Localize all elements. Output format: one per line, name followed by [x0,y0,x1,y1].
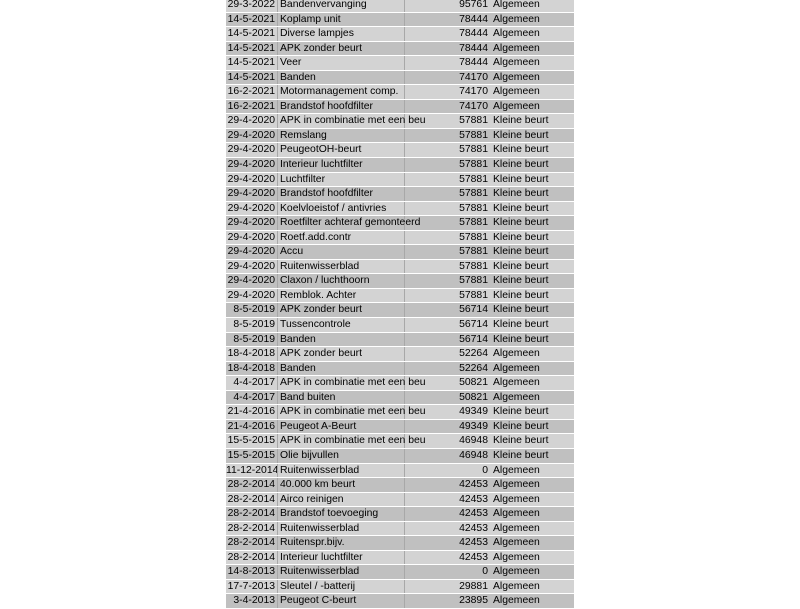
row-mileage: 42453 [459,493,488,505]
table-row[interactable] [226,71,574,86]
row-type: Kleine beurt [493,202,549,214]
row-date: 8-5-2019 [233,333,275,345]
row-mileage: 46948 [459,435,488,447]
table-row[interactable] [226,493,574,508]
table-row[interactable] [226,0,574,13]
row-date: 29-4-2020 [227,260,275,272]
row-type: Kleine beurt [493,406,549,418]
row-type: Kleine beurt [493,319,549,331]
row-mileage: 74170 [459,71,488,83]
row-description: PeugeotOH-beurt [277,143,405,157]
row-description: Band buiten [277,391,405,405]
row-type: Algemeen [493,57,540,69]
row-type: Algemeen [493,362,540,374]
row-mileage: 56714 [459,319,488,331]
row-mileage: 42453 [459,522,488,534]
table-row[interactable] [226,507,574,522]
table-row[interactable] [226,565,574,580]
row-date: 15-5-2015 [227,449,275,461]
table-row[interactable] [226,42,574,57]
row-type: Kleine beurt [493,188,549,200]
table-row[interactable] [226,464,574,479]
row-mileage: 57881 [459,275,488,287]
row-mileage: 52264 [459,362,488,374]
row-description: Airco reinigen [277,493,405,507]
row-mileage: 57881 [459,144,488,156]
row-type: Algemeen [493,42,540,54]
row-date: 29-4-2020 [227,217,275,229]
row-date: 21-4-2016 [227,420,275,432]
row-type: Kleine beurt [493,159,549,171]
row-type: Algemeen [493,493,540,505]
maintenance-history-table [226,0,574,609]
row-date: 29-3-2022 [227,0,275,10]
row-description: APK in combinatie met een beu [277,376,405,390]
row-mileage: 56714 [459,304,488,316]
row-type: Algemeen [493,100,540,112]
table-row[interactable] [226,216,574,231]
row-mileage: 46948 [459,449,488,461]
row-type: Kleine beurt [493,246,549,258]
row-description: Claxon / luchthoorn [277,274,405,288]
table-row[interactable] [226,376,574,391]
row-type: Kleine beurt [493,173,549,185]
row-date: 18-4-2018 [227,348,275,360]
row-description: Interieur luchtfilter [277,551,405,565]
row-description: Accu [277,245,405,259]
row-type: Algemeen [493,595,540,607]
row-type: Algemeen [493,508,540,520]
row-mileage: 78444 [459,57,488,69]
row-date: 16-2-2021 [227,86,275,98]
table-row[interactable] [226,478,574,493]
row-description: Sleutel / -batterij [277,580,405,594]
row-date: 28-2-2014 [227,508,275,520]
row-description: Brandstof hoofdfilter [277,100,405,114]
row-date: 14-5-2021 [227,57,275,69]
table-row[interactable] [226,303,574,318]
row-date: 29-4-2020 [227,159,275,171]
row-date: 29-4-2020 [227,202,275,214]
row-type: Algemeen [493,13,540,25]
row-description: Peugeot C-beurt [277,594,405,608]
row-date: 29-4-2020 [227,173,275,185]
row-mileage: 49349 [459,406,488,418]
row-date: 15-5-2015 [227,435,275,447]
row-mileage: 57881 [459,246,488,258]
table-row[interactable] [226,158,574,173]
row-mileage: 50821 [459,391,488,403]
row-date: 8-5-2019 [233,304,275,316]
row-description: Bandenvervanging [277,0,405,12]
table-row[interactable] [226,56,574,71]
row-type: Kleine beurt [493,217,549,229]
row-mileage: 23895 [459,595,488,607]
row-description: Roetf.add.contr [277,231,405,245]
table-row[interactable] [226,420,574,435]
row-type: Kleine beurt [493,129,549,141]
table-row[interactable] [226,333,574,348]
row-mileage: 0 [482,464,488,476]
row-description: Remblok. Achter [277,289,405,303]
row-date: 4-4-2017 [233,391,275,403]
row-type: Algemeen [493,479,540,491]
table-row[interactable] [226,27,574,42]
row-date: 28-2-2014 [227,551,275,563]
row-mileage: 74170 [459,86,488,98]
table-row[interactable] [226,173,574,188]
row-type: Algemeen [493,0,540,10]
row-type: Algemeen [493,551,540,563]
row-date: 16-2-2021 [227,100,275,112]
row-date: 28-2-2014 [227,479,275,491]
row-type: Kleine beurt [493,449,549,461]
row-description: Interieur luchtfilter [277,158,405,172]
table-row[interactable] [226,245,574,260]
row-description: Brandstof hoofdfilter [277,187,405,201]
table-row[interactable] [226,129,574,144]
row-description: Banden [277,333,405,347]
row-mileage: 29881 [459,580,488,592]
row-description: Olie bijvullen [277,449,405,463]
row-type: Algemeen [493,580,540,592]
row-date: 14-5-2021 [227,42,275,54]
table-row[interactable] [226,143,574,158]
row-date: 29-4-2020 [227,275,275,287]
row-mileage: 52264 [459,348,488,360]
row-description: Ruitenwisserblad [277,260,405,274]
row-mileage: 95761 [459,0,488,10]
row-mileage: 57881 [459,289,488,301]
row-description: Koelvloeistof / antivries [277,202,405,216]
row-description: Diverse lampjes [277,27,405,41]
table-row[interactable] [226,536,574,551]
table-row[interactable] [226,187,574,202]
row-type: Kleine beurt [493,115,549,127]
row-date: 11-12-2014 [226,464,279,476]
row-description: APK zonder beurt [277,347,405,361]
row-mileage: 78444 [459,28,488,40]
row-mileage: 56714 [459,333,488,345]
row-date: 17-7-2013 [227,580,275,592]
table-row[interactable] [226,580,574,595]
row-type: Algemeen [493,377,540,389]
row-description: Brandstof toevoeging [277,507,405,521]
row-date: 29-4-2020 [227,231,275,243]
row-mileage: 57881 [459,129,488,141]
row-date: 29-4-2020 [227,188,275,200]
table-row[interactable] [226,13,574,28]
table-row[interactable] [226,594,574,609]
row-date: 18-4-2018 [227,362,275,374]
row-date: 14-5-2021 [227,13,275,25]
row-type: Algemeen [493,537,540,549]
row-type: Kleine beurt [493,289,549,301]
row-description: Tussencontrole [277,318,405,332]
row-date: 28-2-2014 [227,522,275,534]
row-type: Kleine beurt [493,333,549,345]
row-date: 14-5-2021 [227,71,275,83]
table-row[interactable] [226,114,574,129]
row-mileage: 0 [482,566,488,578]
row-description: Banden [277,362,405,376]
row-description: Ruitenwisserblad [277,464,405,478]
row-mileage: 57881 [459,202,488,214]
row-mileage: 42453 [459,551,488,563]
row-mileage: 49349 [459,420,488,432]
row-description: Peugeot A-Beurt [277,420,405,434]
row-mileage: 57881 [459,115,488,127]
row-type: Kleine beurt [493,231,549,243]
row-description: APK in combinatie met een beu [277,434,405,448]
row-type: Algemeen [493,71,540,83]
row-date: 28-2-2014 [227,537,275,549]
row-type: Kleine beurt [493,304,549,316]
row-type: Kleine beurt [493,144,549,156]
row-type: Algemeen [493,391,540,403]
row-description: Luchtfilter [277,173,405,187]
row-description: APK in combinatie met een beu [277,114,405,128]
row-description: APK in combinatie met een beu [277,405,405,419]
row-description: Koplamp unit [277,13,405,27]
table-row[interactable] [226,289,574,304]
row-mileage: 42453 [459,479,488,491]
table-row[interactable] [226,231,574,246]
row-date: 29-4-2020 [227,144,275,156]
row-description: Roetfilter achteraf gemonteerd [277,216,405,230]
table-row[interactable] [226,434,574,449]
table-row[interactable] [226,85,574,100]
row-type: Algemeen [493,348,540,360]
row-description: APK zonder beurt [277,303,405,317]
row-mileage: 78444 [459,13,488,25]
row-type: Kleine beurt [493,435,549,447]
row-date: 29-4-2020 [227,115,275,127]
row-date: 8-5-2019 [233,319,275,331]
table-row[interactable] [226,449,574,464]
row-description: Banden [277,71,405,85]
row-mileage: 57881 [459,217,488,229]
row-description: Veer [277,56,405,70]
row-mileage: 57881 [459,173,488,185]
row-type: Algemeen [493,28,540,40]
table-row[interactable] [226,362,574,377]
table-row[interactable] [226,260,574,275]
row-mileage: 57881 [459,260,488,272]
row-description: Motormanagement comp. [277,85,405,99]
row-date: 28-2-2014 [227,493,275,505]
row-type: Algemeen [493,522,540,534]
row-description: Ruitenwisserblad [277,522,405,536]
row-mileage: 57881 [459,159,488,171]
row-mileage: 42453 [459,508,488,520]
table-row[interactable] [226,391,574,406]
row-mileage: 78444 [459,42,488,54]
row-description: Remslang [277,129,405,143]
table-row[interactable] [226,202,574,217]
row-type: Kleine beurt [493,260,549,272]
table-row[interactable] [226,551,574,566]
table-row[interactable] [226,347,574,362]
row-description: 40.000 km beurt [277,478,405,492]
row-date: 3-4-2013 [233,595,275,607]
row-date: 14-5-2021 [227,28,275,40]
row-description: APK zonder beurt [277,42,405,56]
row-date: 4-4-2017 [233,377,275,389]
row-mileage: 74170 [459,100,488,112]
row-date: 21-4-2016 [227,406,275,418]
table-row[interactable] [226,100,574,115]
row-date: 29-4-2020 [227,289,275,301]
table-row[interactable] [226,405,574,420]
row-date: 29-4-2020 [227,129,275,141]
row-mileage: 50821 [459,377,488,389]
row-mileage: 42453 [459,537,488,549]
row-type: Algemeen [493,86,540,98]
row-date: 14-8-2013 [227,566,275,578]
row-type: Algemeen [493,464,540,476]
table-row[interactable] [226,318,574,333]
row-description: Ruitenwisserblad [277,565,405,579]
row-description: Ruitenspr.bijv. [277,536,405,550]
row-type: Kleine beurt [493,275,549,287]
row-type: Algemeen [493,566,540,578]
row-mileage: 57881 [459,231,488,243]
table-row[interactable] [226,274,574,289]
row-type: Kleine beurt [493,420,549,432]
row-mileage: 57881 [459,188,488,200]
table-row[interactable] [226,522,574,537]
row-date: 29-4-2020 [227,246,275,258]
